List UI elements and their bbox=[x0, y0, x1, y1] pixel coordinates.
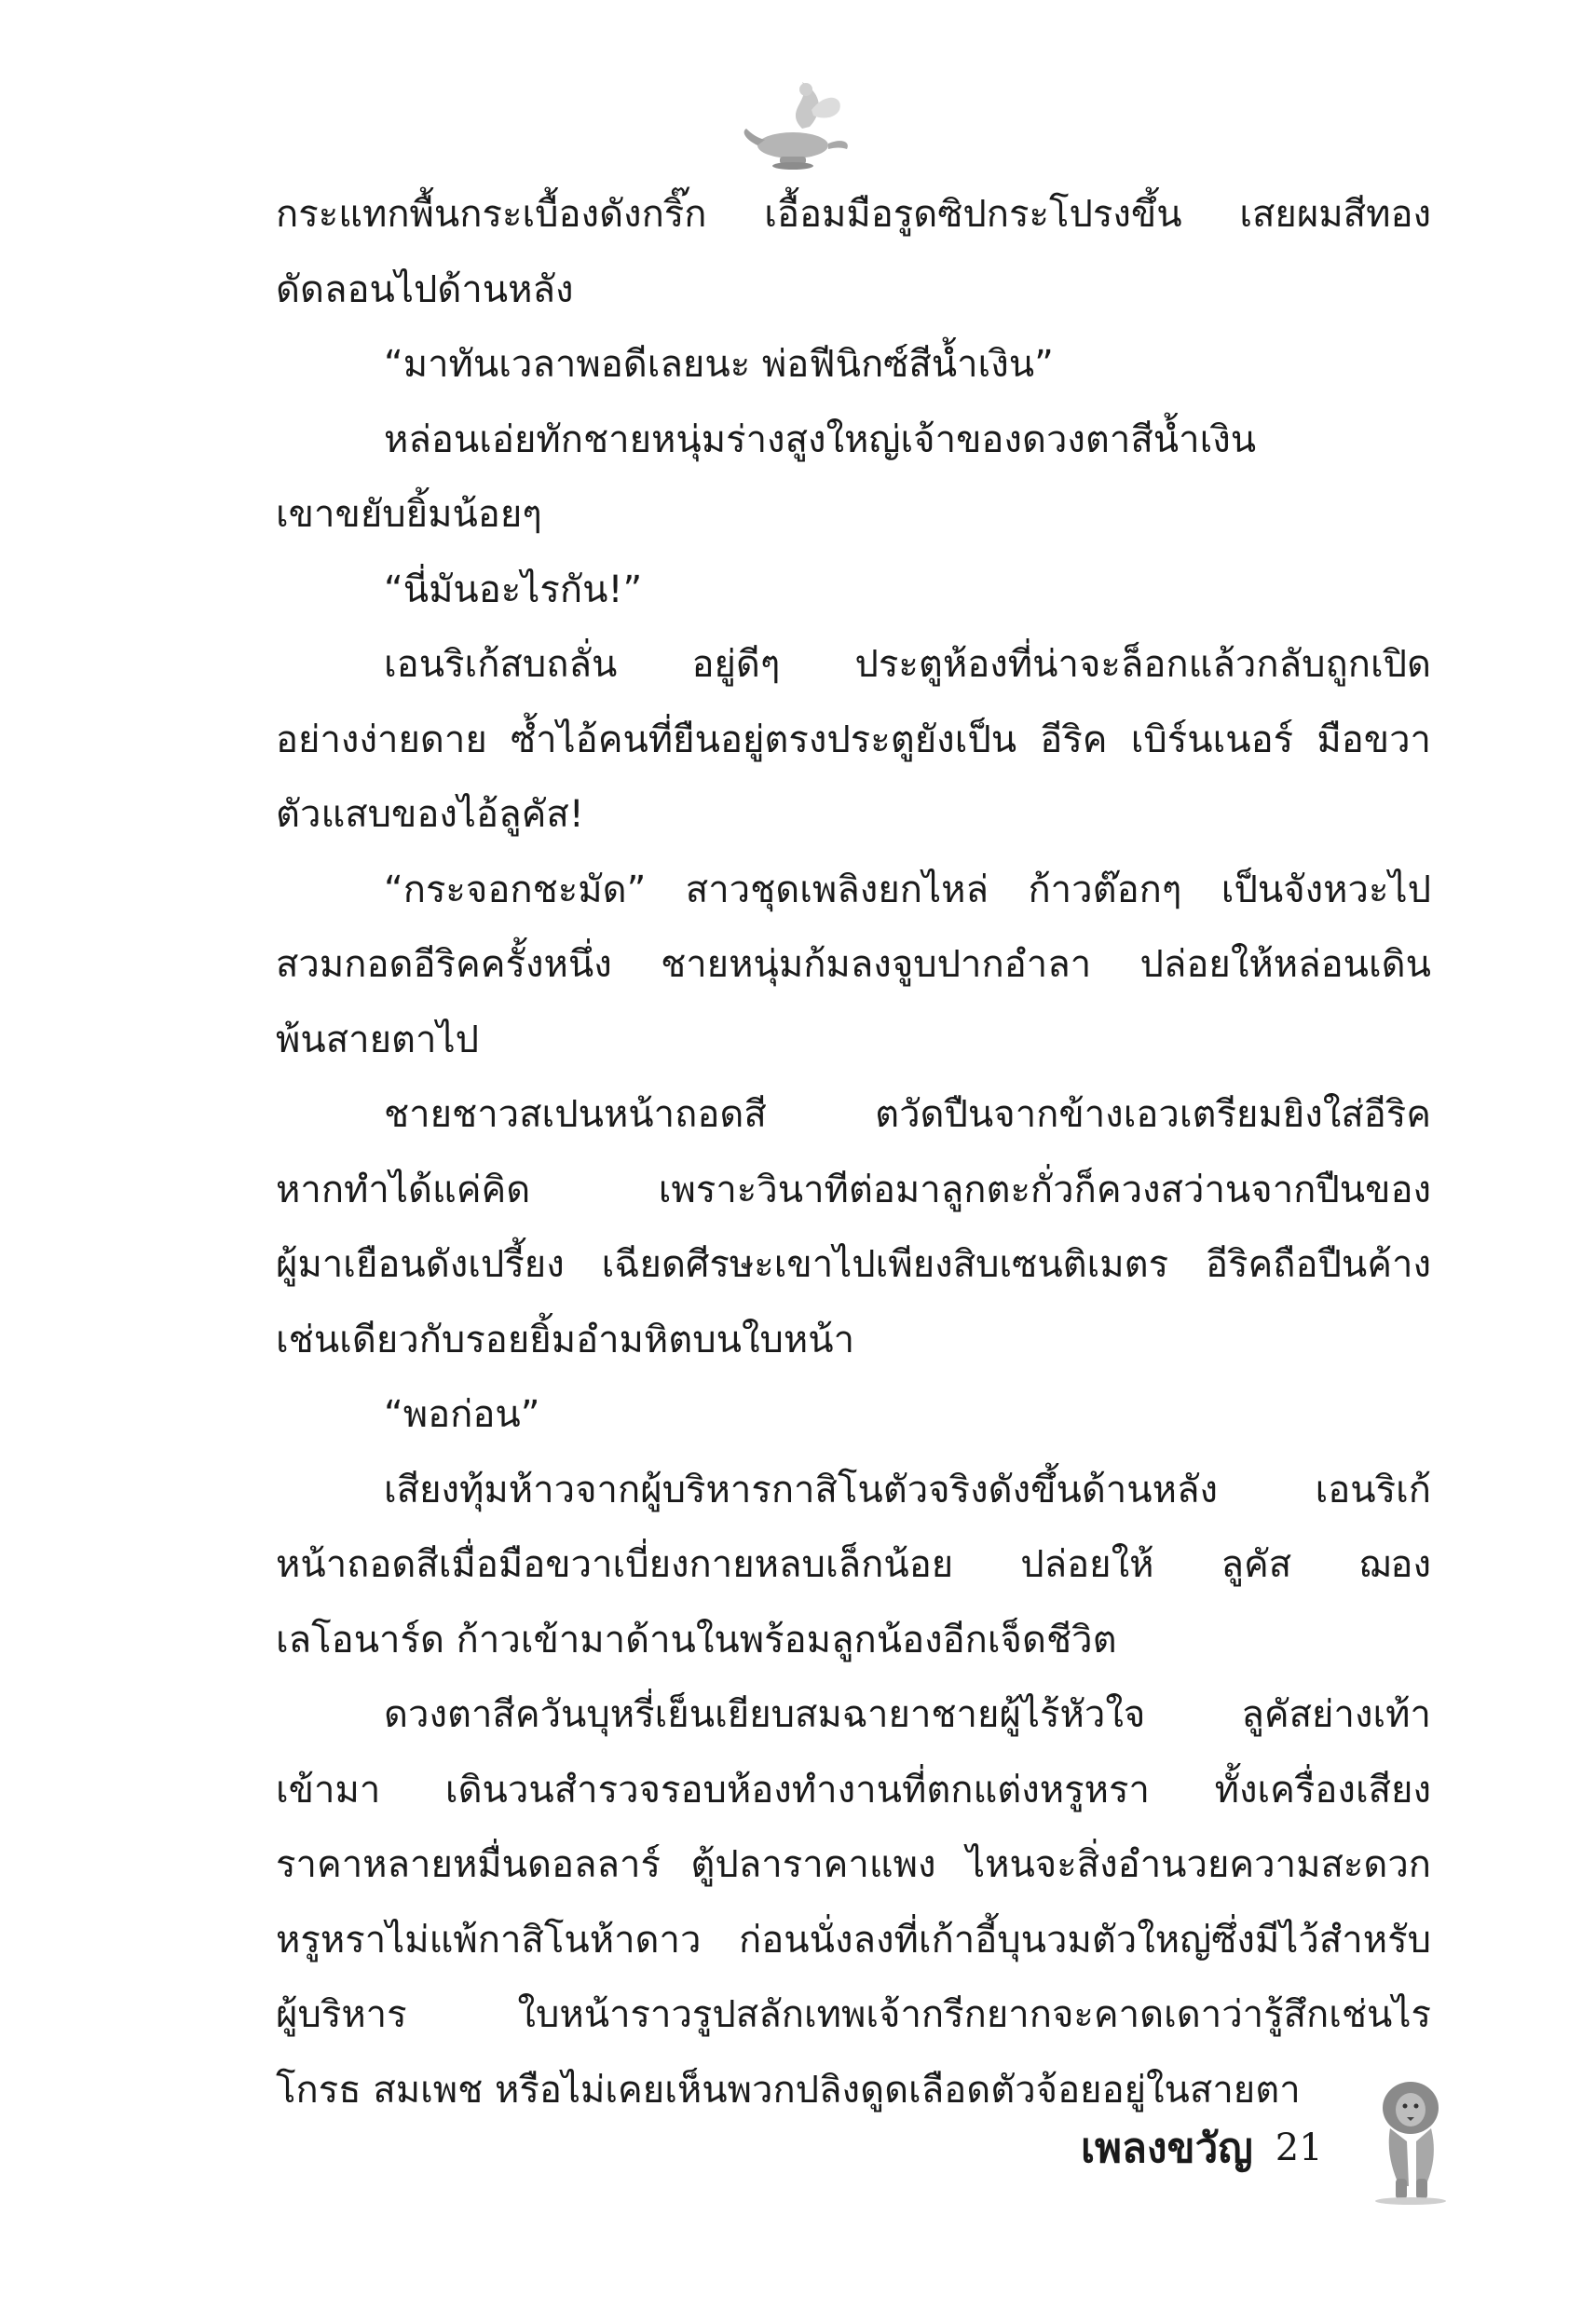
text-line: โกรธ สมเพช หรือไม่เคยเห็นพวกปลิงดูดเลือดตัวจ้อยอยู่ในสายตา bbox=[276, 2068, 1301, 2112]
text-line: หล่อนเอ่ยทักชายหนุ่มร่างสูงใหญ่เจ้าของดวงตาสีน้ำเงิน bbox=[384, 417, 1257, 461]
text-line: ผู้บริหาร ใบหน้าราวรูปสลักเทพเจ้ากรีกยากจะคาดเดาว่ารู้สึกเช่นไร bbox=[276, 1993, 1431, 2036]
text-line: เขาขยับยิ้มน้อยๆ bbox=[276, 493, 542, 536]
text-line: ผู้มาเยือนดังเปรี้ยง เฉียดศีรษะเขาไปเพียงสิบเซนติเมตร อีริคถือปืนค้าง bbox=[276, 1243, 1431, 1286]
text-line: เอนริเก้สบถลั่น อยู่ดีๆ ประตูห้องที่น่าจะล็อกแล้วกลับถูกเปิด bbox=[384, 643, 1431, 686]
text-line: สวมกอดอีริคครั้งหนึ่ง ชายหนุ่มก้มลงจูบปากอำลา ปล่อยให้หล่อนเดิน bbox=[276, 943, 1431, 986]
text-line: ชายชาวสเปนหน้าถอดสี ตวัดปืนจากข้างเอวเตรียมยิงใส่อีริค bbox=[384, 1093, 1431, 1136]
lion-icon bbox=[1358, 2076, 1461, 2207]
magic-lamp-icon bbox=[737, 73, 858, 175]
text-line: พ้นสายตาไป bbox=[276, 1018, 479, 1061]
text-line: ราคาหลายหมื่นดอลลาร์ ตู้ปลาราคาแพง ไหนจะสิ่งอำนวยความสะดวก bbox=[276, 1843, 1431, 1886]
text-line: ดัดลอนไปด้านหลัง bbox=[276, 267, 574, 311]
text-line: เช่นเดียวกับรอยยิ้มอำมหิตบนใบหน้า bbox=[276, 1318, 855, 1361]
text-line: เข้ามา เดินวนสำรวจรอบห้องทำงานที่ตกแต่งหรูหรา ทั้งเครื่องเสียง bbox=[276, 1768, 1431, 1812]
text-line: “นี่มันอะไรกัน!” bbox=[384, 567, 643, 611]
page-number: 21 bbox=[1275, 2126, 1323, 2169]
text-line: เสียงทุ้มห้าวจากผู้บริหารกาสิโนตัวจริงดังขึ้นด้านหลัง เอนริเก้ bbox=[384, 1468, 1431, 1511]
text-line: ตัวแสบของไอ้ลูคัส! bbox=[276, 793, 584, 836]
page-footer bbox=[1081, 2092, 1323, 2204]
text-line: เลโอนาร์ด ก้าวเข้ามาด้านในพร้อมลูกน้องอีกเจ็ดชีวิต bbox=[276, 1618, 1117, 1661]
text-line: หากทำได้แค่คิด เพราะวินาทีต่อมาลูกตะกั่วก็ควงสว่านจากปืนของ bbox=[276, 1168, 1431, 1211]
body-text bbox=[276, 177, 1431, 2127]
running-title: เพลงขวัญ bbox=[1081, 2125, 1253, 2172]
text-line: ดวงตาสีควันบุหรี่เย็นเยียบสมฉายาชายผู้ไร้หัวใจ ลูคัสย่างเท้า bbox=[384, 1693, 1431, 1736]
text-line: หน้าถอดสีเมื่อมือขวาเบี่ยงกายหลบเล็กน้อย ปล่อยให้ ลูคัส ฌอง bbox=[276, 1543, 1431, 1586]
text-line: “มาทันเวลาพอดีเลยนะ พ่อฟีนิกซ์สีน้ำเงิน” bbox=[384, 343, 1054, 386]
text-line: หรูหราไม่แพ้กาสิโนห้าดาว ก่อนนั่งลงที่เก้าอี้บุนวมตัวใหญ่ซึ่งมีไว้สำหรับ bbox=[276, 1918, 1431, 1962]
text-line: กระแทกพื้นกระเบื้องดังกริ๊ก เอื้อมมือรูดซิปกระโปรงขึ้น เสยผมสีทอง bbox=[276, 193, 1431, 236]
text-line: อย่างง่ายดาย ซ้ำไอ้คนที่ยืนอยู่ตรงประตูยังเป็น อีริค เบิร์นเนอร์ มือขวา bbox=[276, 718, 1431, 761]
text-line: “พอก่อน” bbox=[384, 1393, 540, 1436]
text-line: “กระจอกชะมัด” สาวชุดเพลิงยกไหล่ ก้าวต๊อกๆ เป็นจังหวะไป bbox=[384, 868, 1431, 911]
